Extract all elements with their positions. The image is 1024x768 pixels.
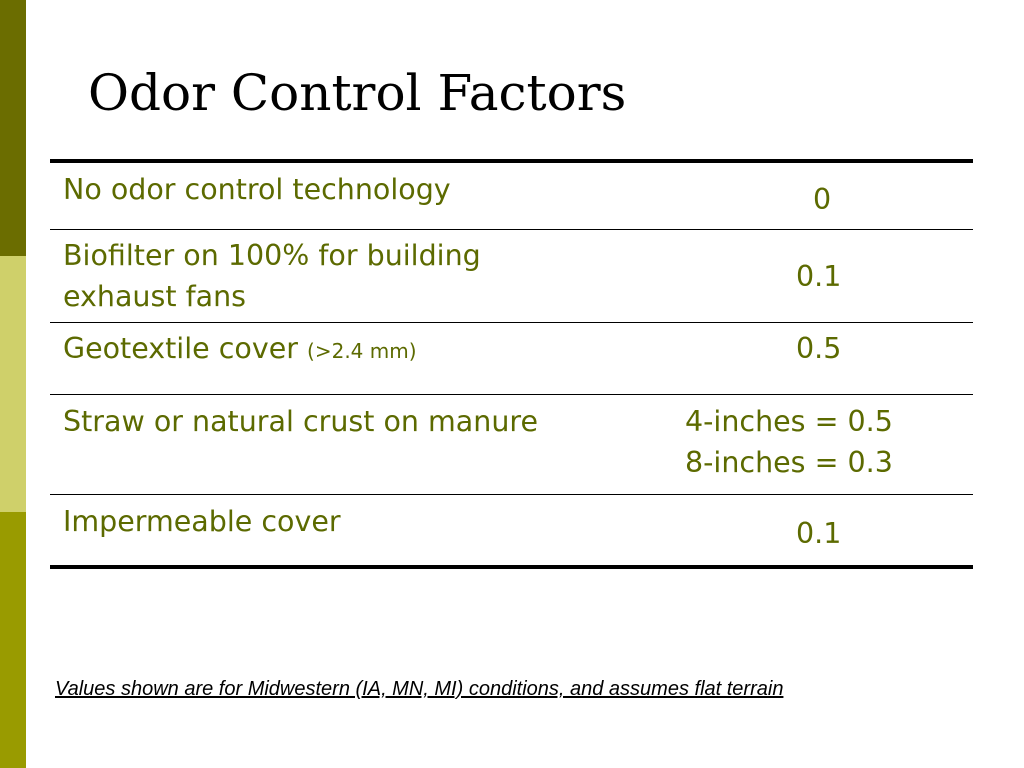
row-label-continued: exhaust fans xyxy=(63,280,246,313)
row-value-continued: 8-inches = 0.3 xyxy=(685,446,893,479)
sidebar-block-bottom xyxy=(0,512,26,768)
decorative-sidebar xyxy=(0,0,26,768)
row-label xyxy=(63,328,417,372)
row-value: 0.5 xyxy=(796,332,842,365)
row-label: Impermeable cover xyxy=(63,505,341,538)
row-value: 0.1 xyxy=(796,517,842,550)
table-row xyxy=(50,323,973,395)
footnote: Values shown are for Midwestern (IA, MN, MI) conditions, and assumes flat terrain xyxy=(55,678,784,700)
table-row xyxy=(50,495,973,565)
table-row xyxy=(50,163,973,230)
row-value: 0.1 xyxy=(796,260,842,293)
table-row xyxy=(50,395,973,495)
row-label: Biofilter on 100% for building xyxy=(63,239,481,272)
row-value: 4-inches = 0.5 xyxy=(685,405,893,438)
row-label-note: (>2.4 mm) xyxy=(307,339,417,363)
sidebar-block-top xyxy=(0,0,26,256)
slide-title: Odor Control Factors xyxy=(88,64,627,122)
row-label: No odor control technology xyxy=(63,173,451,206)
row-value: 0 xyxy=(813,183,832,216)
row-label: Straw or natural crust on manure xyxy=(63,405,539,438)
table-bottom-rule xyxy=(50,565,973,569)
table-row xyxy=(50,230,973,323)
sidebar-block-middle xyxy=(0,256,26,512)
row-label-text: Geotextile cover xyxy=(63,332,298,365)
